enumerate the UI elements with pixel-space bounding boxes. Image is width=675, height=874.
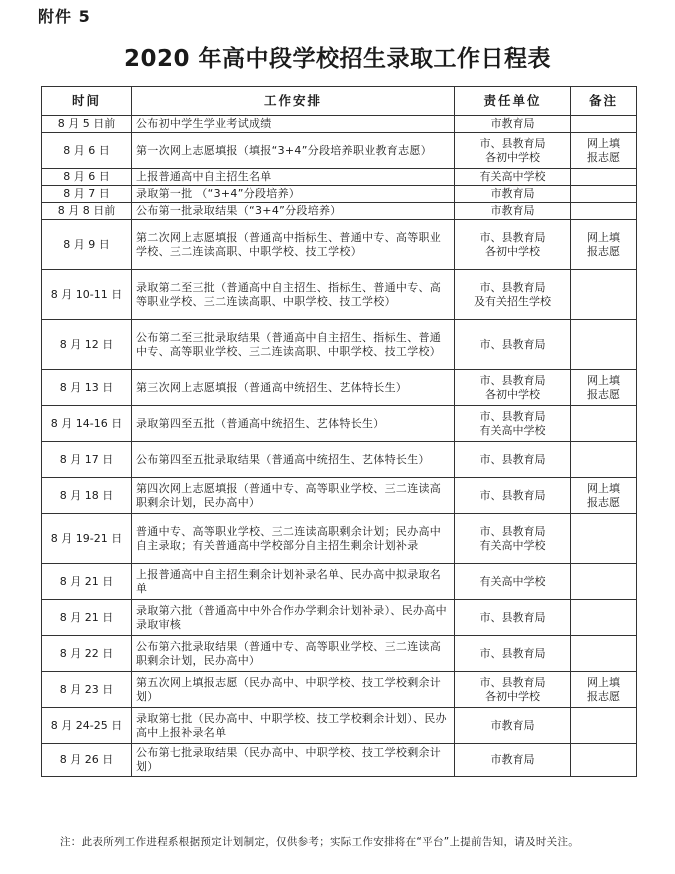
row-unit: 市、县教育局 各初中学校 [455, 672, 571, 708]
row-note: 网上填 报志愿 [571, 220, 637, 270]
row-note [571, 442, 637, 478]
row-unit: 市、县教育局 有关高中学校 [455, 406, 571, 442]
row-time: 8 月 24-25 日 [42, 708, 132, 744]
row-time: 8 月 8 日前 [42, 203, 132, 220]
row-note [571, 203, 637, 220]
table-row [42, 636, 637, 672]
row-unit: 市、县教育局 各初中学校 [455, 370, 571, 406]
row-time: 8 月 10-11 日 [42, 270, 132, 320]
row-note [571, 564, 637, 600]
row-unit: 市、县教育局 各初中学校 [455, 220, 571, 270]
row-note [571, 320, 637, 370]
row-work: 上报普通高中自主招生剩余计划补录名单、民办高中拟录取名单 [132, 564, 455, 600]
row-work: 第三次网上志愿填报（普通高中统招生、艺体特长生） [132, 370, 455, 406]
header-unit: 责任单位 [455, 87, 571, 116]
row-time: 8 月 9 日 [42, 220, 132, 270]
row-time: 8 月 6 日 [42, 133, 132, 169]
row-unit: 市、县教育局 [455, 636, 571, 672]
row-work: 公布第四至五批录取结果（普通高中统招生、艺体特长生） [132, 442, 455, 478]
row-unit: 市、县教育局 各初中学校 [455, 133, 571, 169]
table-row [42, 514, 637, 564]
row-work: 普通中专、高等职业学校、三二连读高职剩余计划；民办高中自主录取；有关普通高中学校部分自主招生剩余计划补录 [132, 514, 455, 564]
header-time: 时间 [42, 87, 132, 116]
row-note [571, 514, 637, 564]
row-time: 8 月 13 日 [42, 370, 132, 406]
row-work: 公布第六批录取结果（普通中专、高等职业学校、三二连读高职剩余计划，民办高中） [132, 636, 455, 672]
row-unit: 市、县教育局 [455, 442, 571, 478]
row-note: 网上填 报志愿 [571, 370, 637, 406]
row-work: 录取第四至五批（普通高中统招生、艺体特长生） [132, 406, 455, 442]
table-row [42, 442, 637, 478]
row-note [571, 116, 637, 133]
header-note: 备注 [571, 87, 637, 116]
row-work: 录取第七批（民办高中、中职学校、技工学校剩余计划）、民办高中上报补录名单 [132, 708, 455, 744]
row-unit: 市、县教育局 [455, 478, 571, 514]
row-unit: 市教育局 [455, 744, 571, 777]
page-title: 2020 年高中段学校招生录取工作日程表 [123, 46, 552, 72]
table-row [42, 116, 637, 133]
row-time: 8 月 17 日 [42, 442, 132, 478]
table-row [42, 406, 637, 442]
table-row [42, 320, 637, 370]
table-row [42, 220, 637, 270]
row-unit: 市、县教育局 [455, 600, 571, 636]
footnote: 注：此表所列工作进程系根据预定计划制定，仅供参考；实际工作安排将在“平台”上提前告知，请及时关注。 [60, 836, 580, 848]
row-unit: 市教育局 [455, 203, 571, 220]
table-row [42, 203, 637, 220]
row-note [571, 406, 637, 442]
row-work: 第二次网上志愿填报（普通高中指标生、普通中专、高等职业学校、三二连读高职、中职学校、技工学校） [132, 220, 455, 270]
row-note: 网上填 报志愿 [571, 478, 637, 514]
row-unit: 市教育局 [455, 116, 571, 133]
row-time: 8 月 26 日 [42, 744, 132, 777]
row-unit: 有关高中学校 [455, 169, 571, 186]
row-work: 上报普通高中自主招生名单 [132, 169, 455, 186]
row-work: 公布第七批录取结果（民办高中、中职学校、技工学校剩余计划） [132, 744, 455, 777]
row-note [571, 744, 637, 777]
table-row [42, 370, 637, 406]
row-time: 8 月 18 日 [42, 478, 132, 514]
row-unit: 市教育局 [455, 186, 571, 203]
row-note [571, 600, 637, 636]
row-time: 8 月 21 日 [42, 600, 132, 636]
row-time: 8 月 7 日 [42, 186, 132, 203]
row-note [571, 169, 637, 186]
row-time: 8 月 14-16 日 [42, 406, 132, 442]
table-row [42, 186, 637, 203]
row-note: 网上填 报志愿 [571, 133, 637, 169]
table-row [42, 478, 637, 514]
row-time: 8 月 6 日 [42, 169, 132, 186]
row-work: 录取第二至三批（普通高中自主招生、指标生、普通中专、高等职业学校、三二连读高职、中职学校、技工学校） [132, 270, 455, 320]
row-work: 第一次网上志愿填报（填报“3+4”分段培养职业教育志愿） [132, 133, 455, 169]
row-note [571, 186, 637, 203]
table-row [42, 270, 637, 320]
table-row [42, 744, 637, 777]
row-unit: 有关高中学校 [455, 564, 571, 600]
table-row [42, 708, 637, 744]
row-time: 8 月 21 日 [42, 564, 132, 600]
row-time: 8 月 5 日前 [42, 116, 132, 133]
row-unit: 市、县教育局 有关高中学校 [455, 514, 571, 564]
row-unit: 市、县教育局 [455, 320, 571, 370]
table-row [42, 133, 637, 169]
header-work: 工作安排 [132, 87, 455, 116]
row-work: 公布初中学生学业考试成绩 [132, 116, 455, 133]
attachment-label: 附件 5 [38, 7, 91, 26]
row-work: 第五次网上填报志愿（民办高中、中职学校、技工学校剩余计划） [132, 672, 455, 708]
table-row [42, 600, 637, 636]
table-row [42, 564, 637, 600]
row-time: 8 月 12 日 [42, 320, 132, 370]
row-note [571, 708, 637, 744]
row-note [571, 270, 637, 320]
row-unit: 市、县教育局 及有关招生学校 [455, 270, 571, 320]
row-note [571, 636, 637, 672]
table-row [42, 169, 637, 186]
row-unit: 市教育局 [455, 708, 571, 744]
row-time: 8 月 19-21 日 [42, 514, 132, 564]
row-work: 公布第一批录取结果（“3+4”分段培养） [132, 203, 455, 220]
row-note: 网上填 报志愿 [571, 672, 637, 708]
row-work: 录取第一批 （“3+4”分段培养） [132, 186, 455, 203]
table-row [42, 672, 637, 708]
row-time: 8 月 22 日 [42, 636, 132, 672]
row-time: 8 月 23 日 [42, 672, 132, 708]
table-header-row [42, 87, 637, 116]
row-work: 录取第六批（普通高中中外合作办学剩余计划补录）、民办高中录取审核 [132, 600, 455, 636]
schedule-table [41, 86, 637, 777]
row-work: 第四次网上志愿填报（普通中专、高等职业学校、三二连读高职剩余计划，民办高中） [132, 478, 455, 514]
table-body [42, 116, 637, 777]
row-work: 公布第二至三批录取结果（普通高中自主招生、指标生、普通中专、高等职业学校、三二连读高职、中职学校、技工学校） [132, 320, 455, 370]
